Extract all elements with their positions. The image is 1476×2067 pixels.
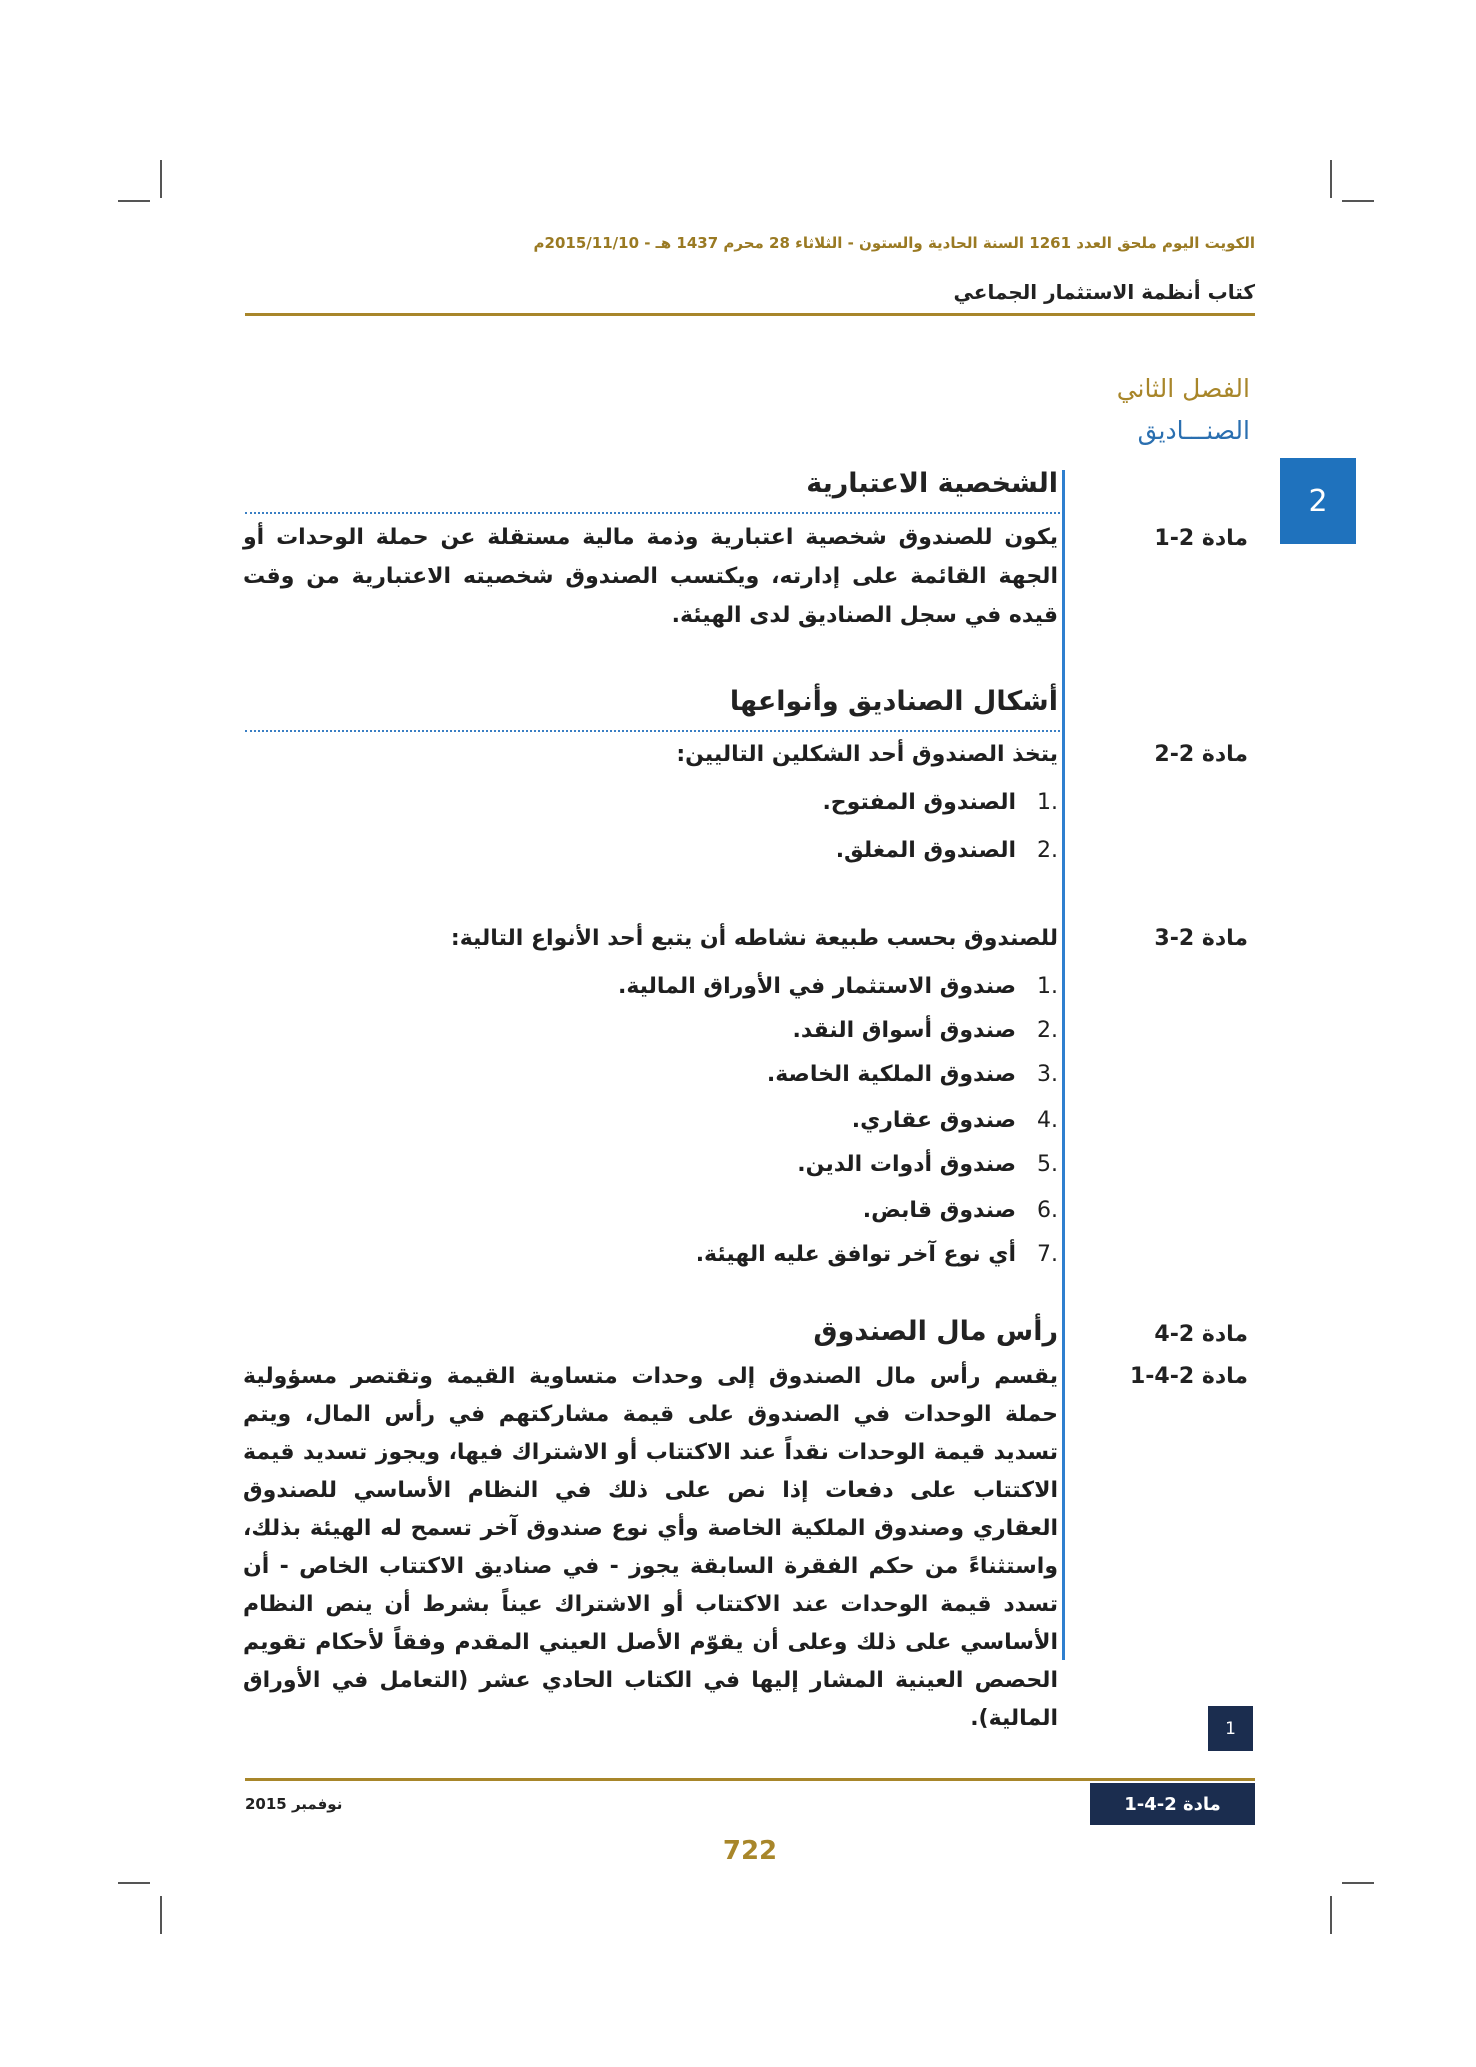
page-number: 722 <box>722 1836 778 1866</box>
header-rule <box>245 313 1255 316</box>
chapter-subtitle: الصنـــاديق <box>1137 416 1250 445</box>
crop-mark <box>118 200 150 202</box>
list-item: .1الصندوق المفتوح. <box>822 790 1058 815</box>
section-divider-line <box>1062 470 1065 1660</box>
article-label: مادة 2-2 <box>1154 742 1248 767</box>
article-label: مادة 2-1 <box>1154 526 1248 551</box>
article-intro: يتخذ الصندوق أحد الشكلين التاليين: <box>676 742 1058 767</box>
article-text: يقسم رأس مال الصندوق إلى وحدات متساوية القيمة وتقتصر مسؤولية حملة الوحدات في الصندوق على قيمة مشاركتهم في رأس المال، ويتم تسديد قيمة الوحدات نقداً عند الاكتتاب أو الاشتراك فيها، ويجوز تسديد قيمة الاكتتاب على دفعات إذا نص على ذلك في النظام الأساسي للصندوق العقاري وصندوق الملكية الخاصة وأي نوع صندوق آخر تسمح له الهيئة بذلك، واستثناءً من حكم الفقرة السابقة يجوز - في صناديق الاكتتاب الخاص - أن تسدد قيمة الوحدات عند الاكتتاب أو الاشتراك عيناً بشرط أن ينص النظام الأساسي على ذلك وعلى أن يقوّم الأصل العيني المقدم وفقاً لأحكام تقويم الحصص العينية المشار إليها في الكتاب الحادي عشر (التعامل في الأوراق المالية). <box>243 1364 1058 1731</box>
list-item: .5صندوق أدوات الدين. <box>797 1152 1058 1177</box>
chapter-title: الفصل الثاني <box>1116 374 1250 403</box>
dotted-rule <box>245 730 1060 732</box>
article-label: مادة 2-3 <box>1154 926 1248 951</box>
article-label: مادة 2-4 <box>1154 1322 1248 1347</box>
gazette-header-line: الكويت اليوم ملحق العدد 1261 السنة الحادية والستون - الثلاثاء 28 محرم 1437 هـ - 2015/11/10م <box>533 234 1255 252</box>
list-item: .7أي نوع آخر توافق عليه الهيئة. <box>695 1242 1058 1267</box>
article-sub-label: مادة 2-4-1 <box>1129 1364 1248 1389</box>
section-title: رأس مال الصندوق <box>813 1316 1058 1347</box>
crop-mark <box>1342 1882 1374 1884</box>
crop-mark <box>1342 200 1374 202</box>
section-title: أشكال الصناديق وأنواعها <box>729 686 1058 717</box>
crop-mark <box>160 1896 162 1934</box>
crop-mark <box>1330 1896 1332 1934</box>
article-intro: للصندوق بحسب طبيعة نشاطه أن يتبع أحد الأنواع التالية: <box>450 926 1058 951</box>
footer-date: نوفمبر 2015 <box>245 1795 343 1813</box>
list-item: .6صندوق قابض. <box>862 1198 1058 1223</box>
page-box: 1 <box>1208 1706 1253 1751</box>
list-item: .1صندوق الاستثمار في الأوراق المالية. <box>617 974 1058 999</box>
book-title: كتاب أنظمة الاستثمار الجماعي <box>953 280 1255 304</box>
footer-rule <box>245 1778 1255 1781</box>
crop-mark <box>160 160 162 198</box>
section-title: الشخصية الاعتبارية <box>806 468 1058 499</box>
dotted-rule <box>245 512 1060 514</box>
list-item: .2صندوق أسواق النقد. <box>792 1018 1058 1043</box>
article-text: يكون للصندوق شخصية اعتبارية وذمة مالية مستقلة عن حملة الوحدات أو الجهة القائمة على إدارته، ويكتسب الصندوق شخصيته الاعتبارية من وقت قيده في سجل الصناديق لدى الهيئة. <box>243 525 1058 628</box>
list-item: .4صندوق عقاري. <box>851 1108 1058 1133</box>
footer-article-tag: مادة 2-4-1 <box>1090 1783 1255 1825</box>
crop-mark <box>118 1882 150 1884</box>
chapter-tab: 2 <box>1280 458 1356 544</box>
list-item: .2الصندوق المغلق. <box>835 838 1058 863</box>
crop-mark <box>1330 160 1332 198</box>
list-item: .3صندوق الملكية الخاصة. <box>766 1062 1058 1087</box>
